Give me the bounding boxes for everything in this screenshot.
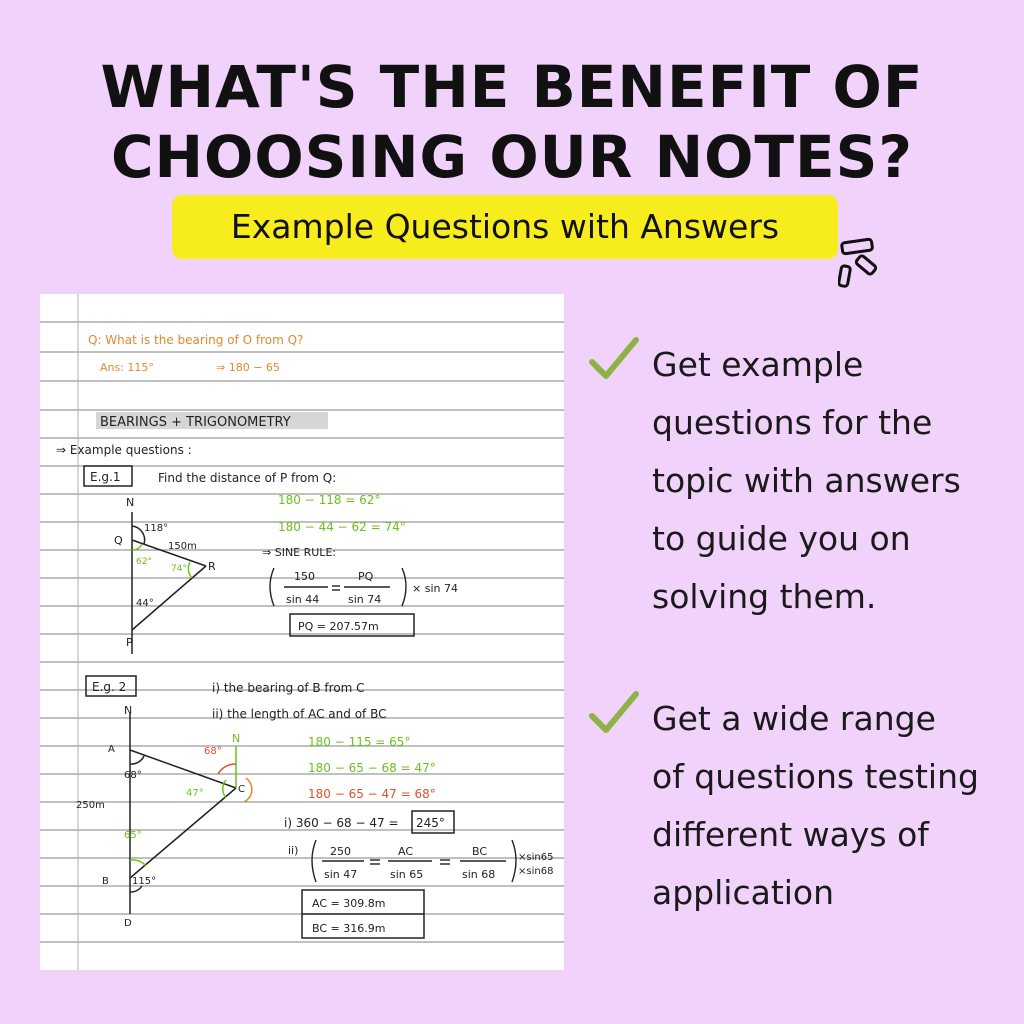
eg1-point-p: P bbox=[126, 636, 133, 649]
eg2-answer-ac: AC = 309.8m bbox=[312, 897, 386, 910]
eg2-point-b: B bbox=[102, 876, 109, 887]
eg2-point-d: D bbox=[124, 918, 132, 929]
eg2-mult1: ×sin65 bbox=[518, 852, 554, 863]
eg1-point-r: R bbox=[208, 560, 216, 573]
eg2-angle-68-a: 68° bbox=[124, 770, 142, 781]
subheading-text: Example Questions with Answers bbox=[230, 207, 780, 246]
eg1-answer: PQ = 207.57m bbox=[298, 620, 379, 633]
benefit-text-2: Get a wide range of questions testing different ways of application bbox=[652, 699, 979, 912]
eg1-north: N bbox=[126, 496, 135, 509]
eg2-step1: 180 − 115 = 65° bbox=[308, 735, 411, 749]
eg2-ii-prefix: ii) bbox=[288, 844, 299, 857]
eg1-frac-right-den: sin 74 bbox=[348, 593, 382, 606]
eg2-label: E.g. 2 bbox=[92, 680, 127, 694]
eg2-part-i: i) the bearing of B from C bbox=[212, 681, 365, 695]
note-question: Q: What is the bearing of O from Q? bbox=[88, 333, 304, 347]
sparkle-icon bbox=[838, 236, 888, 292]
eg1-angle-44: 44° bbox=[136, 598, 154, 609]
benefit-text-1: Get example questions for the topic with answers to guide you on solving them. bbox=[652, 345, 961, 616]
eg2-angle-65: 65° bbox=[124, 830, 142, 841]
eg2-step3: 180 − 65 − 47 = 68° bbox=[308, 787, 436, 801]
eg2-frac2-den: sin 65 bbox=[390, 868, 424, 881]
eg1-frac-left-den: sin 44 bbox=[286, 593, 320, 606]
eg2-point-c: C bbox=[238, 784, 245, 795]
eg1-angle-74: 74° bbox=[171, 564, 187, 574]
eg2-frac3-den: sin 68 bbox=[462, 868, 496, 881]
eg2-north-a: N bbox=[124, 704, 133, 717]
eg2-angle-115: 115° bbox=[132, 876, 157, 887]
eg1-frac-left-num: 150 bbox=[294, 570, 315, 583]
eg2-mult2: ×sin68 bbox=[518, 866, 554, 877]
eg2-step2: 180 − 65 − 68 = 47° bbox=[308, 761, 436, 775]
section-title: BEARINGS + TRIGONOMETRY bbox=[100, 415, 291, 430]
eg2-frac1-num: 250 bbox=[330, 845, 351, 858]
eg1-label: E.g.1 bbox=[90, 470, 121, 484]
title-line-1: WHAT'S THE BENEFIT OF bbox=[100, 53, 924, 121]
check-icon bbox=[588, 336, 640, 386]
eg1-step1: 180 − 118 = 62° bbox=[278, 493, 381, 507]
eg2-north-c: N bbox=[232, 732, 241, 745]
eg1-rule: ⇒ SINE RULE: bbox=[262, 546, 337, 559]
note-answer: Ans: 115° bbox=[100, 361, 154, 374]
eg1-point-q: Q bbox=[114, 534, 123, 547]
eg1-side-150: 150m bbox=[168, 541, 197, 552]
eg2-angle-47: 47° bbox=[186, 788, 204, 799]
eg2-answer-i-prefix: i) 360 − 68 − 47 = bbox=[284, 816, 399, 830]
page-title bbox=[0, 52, 1024, 192]
check-icon bbox=[588, 690, 640, 740]
eg1-multiply: × sin 74 bbox=[412, 582, 458, 595]
eg2-frac1-den: sin 47 bbox=[324, 868, 358, 881]
title-line-2: CHOOSING OUR NOTES? bbox=[110, 123, 914, 191]
example-label: ⇒ Example questions : bbox=[56, 443, 192, 457]
eg2-frac2-num: AC bbox=[398, 845, 414, 858]
eg1-angle-62: 62° bbox=[136, 557, 152, 567]
eg2-answer-i: 245° bbox=[416, 816, 445, 830]
eg1-frac-right-num: PQ bbox=[358, 570, 374, 583]
eg2-angle-68-c: 68° bbox=[204, 746, 222, 757]
eg1-angle-118: 118° bbox=[144, 523, 169, 534]
eg1-step2: 180 − 44 − 62 = 74° bbox=[278, 520, 406, 534]
subheading-badge bbox=[172, 195, 838, 259]
eg2-answer-bc: BC = 316.9m bbox=[312, 922, 386, 935]
eg2-side-250: 250m bbox=[76, 800, 105, 811]
eg2-point-a: A bbox=[108, 744, 115, 755]
eg2-frac3-num: BC bbox=[472, 845, 488, 858]
eg1-prompt: Find the distance of P from Q: bbox=[158, 471, 337, 485]
notes-photo bbox=[40, 294, 564, 970]
note-working: ⇒ 180 − 65 bbox=[216, 361, 280, 374]
eg2-part-ii: ii) the length of AC and of BC bbox=[212, 707, 387, 721]
